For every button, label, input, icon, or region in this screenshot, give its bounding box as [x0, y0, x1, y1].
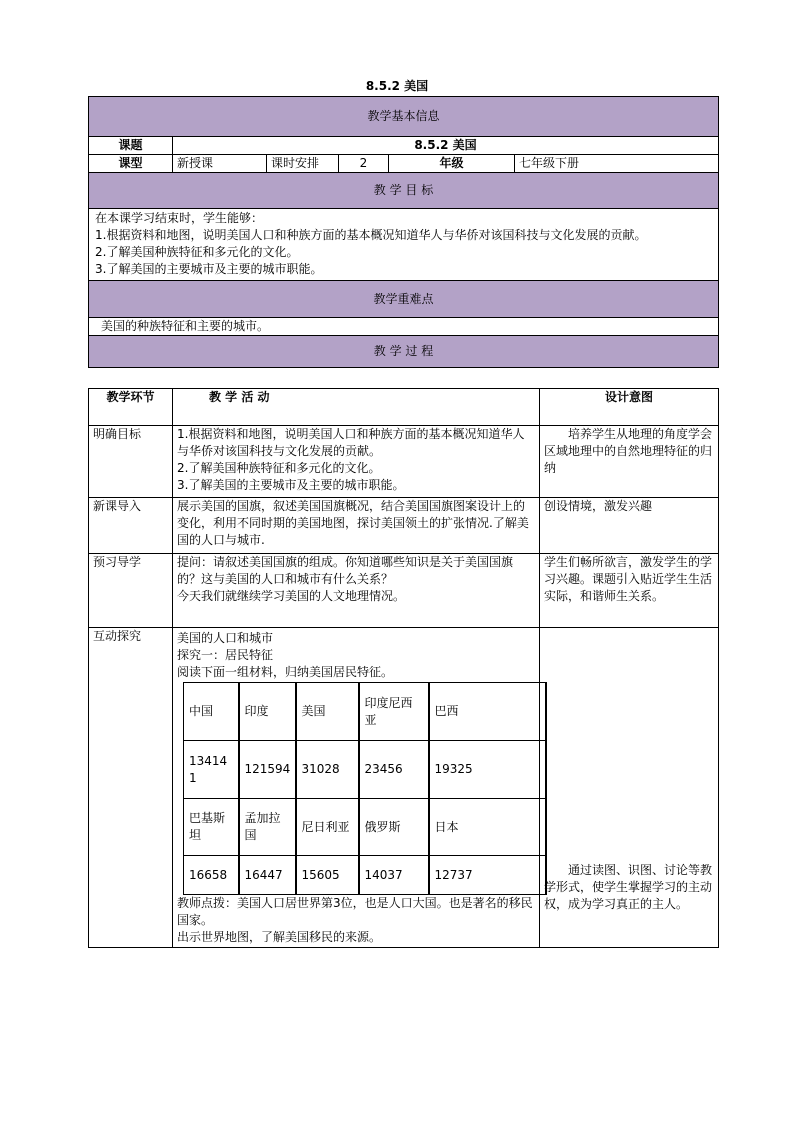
stage-intro: 新课导入	[89, 498, 173, 554]
schedule-label: 课时安排	[267, 155, 339, 173]
intent-goal: 培养学生从地理的角度学会区域地理中的自然地理特征的归纳	[540, 426, 719, 498]
stage-column-header: 教学环节	[89, 389, 173, 426]
process-header: 教 学 过 程	[89, 336, 719, 368]
intent-interactive: 通过读图、识图、讨论等教学形式，使学生掌握学习的主动权，成为学习真正的主人。	[540, 628, 719, 948]
document-title: 8.5.2 美国	[365, 79, 429, 93]
objective-3: 3.了解美国的主要城市及主要的城市职能。	[95, 262, 323, 276]
activity-preview	[173, 554, 540, 628]
stage-goal: 明确目标	[89, 426, 173, 498]
objectives-cell	[89, 209, 719, 281]
activity-goal-line-2: 2.了解美国种族特征和多元化的文化。	[177, 461, 381, 475]
key-points-header: 教学重难点	[89, 281, 719, 318]
activity-preview-line-2: 今天我们就继续学习美国的人文地理情况。	[177, 589, 406, 603]
activity-interactive	[173, 628, 540, 948]
country-cell: 日本	[429, 799, 546, 856]
activity-goal	[173, 426, 540, 498]
process-table	[88, 388, 719, 948]
schedule-value: 2	[339, 155, 389, 173]
objective-1: 1.根据资料和地图，说明美国人口和种族方面的基本概况知道华人与华侨对该国科技与文化发展的贡献。	[95, 228, 647, 242]
basic-info-header: 教学基本信息	[89, 97, 719, 137]
objective-2: 2.了解美国种族特征和多元化的文化。	[95, 245, 299, 259]
population-cell: 12737	[429, 856, 546, 895]
country-cell: 美国	[296, 683, 359, 741]
activity-goal-line-1: 1.根据资料和地图，说明美国人口和种族方面的基本概况知道华人与华侨对该国科技与文化发展的贡献。	[177, 427, 525, 458]
population-cell: 121594	[239, 741, 296, 799]
stage-preview: 预习导学	[89, 554, 173, 628]
topic-value: 8.5.2 美国	[173, 137, 719, 155]
interactive-line-1: 美国的人口和城市	[177, 631, 274, 645]
country-cell: 中国	[184, 683, 239, 741]
population-cell: 16447	[239, 856, 296, 895]
country-cell: 俄罗斯	[359, 799, 429, 856]
country-cell: 印度	[239, 683, 296, 741]
intent-preview: 学生们畅所欲言，激发学生的学习兴趣。课题引入贴近学生生活实际，和谐师生关系。	[540, 554, 719, 628]
population-cell: 31028	[296, 741, 359, 799]
country-cell: 尼日利亚	[296, 799, 359, 856]
activity-intro: 展示美国的国旗，叙述美国国旗概况，结合美国国旗图案设计上的变化，利用不同时期的美国地图，探讨美国领土的扩张情况.了解美国的人口与城市.	[173, 498, 540, 554]
activity-preview-line-1: 提问：请叙述美国国旗的组成。你知道哪些知识是关于美国国旗的？这与美国的人口和城市有什么关系？	[177, 555, 514, 586]
objectives-intro: 在本课学习结束时，学生能够：	[95, 211, 264, 225]
type-value: 新授课	[173, 155, 267, 173]
activity-column-header: 教 学 活 动	[173, 389, 540, 426]
topic-label: 课题	[89, 137, 173, 155]
intent-column-header: 设计意图	[540, 389, 719, 426]
population-cell: 16658	[184, 856, 239, 895]
country-cell: 孟加拉国	[239, 799, 296, 856]
country-cell: 巴西	[429, 683, 546, 741]
key-points-text: 美国的种族特征和主要的城市。	[89, 318, 719, 336]
teacher-note: 教师点拨：美国人口居世界第3位，也是人口大国。也是著名的移民国家。	[177, 896, 533, 927]
objectives-header: 教 学 目 标	[89, 173, 719, 209]
grade-label: 年级	[389, 155, 515, 173]
country-cell: 巴基斯坦	[184, 799, 239, 856]
lesson-plan-table	[88, 96, 719, 368]
stage-interactive: 互动探究	[89, 628, 173, 948]
population-cell: 14037	[359, 856, 429, 895]
map-note: 出示世界地图，了解美国移民的来源。	[177, 930, 382, 944]
interactive-line-3: 阅读下面一组材料，归纳美国居民特征。	[177, 665, 394, 679]
interactive-line-2: 探究一：居民特征	[177, 648, 274, 662]
population-cell: 23456	[359, 741, 429, 799]
grade-value: 七年级下册	[515, 155, 719, 173]
population-cell: 134141	[184, 741, 239, 799]
intent-intro: 创设情境，激发兴趣	[540, 498, 719, 554]
population-table	[183, 682, 547, 895]
activity-goal-line-3: 3.了解美国的主要城市及主要的城市职能。	[177, 478, 405, 492]
country-cell: 印度尼西亚	[359, 683, 429, 741]
population-cell: 19325	[429, 741, 546, 799]
type-label: 课型	[89, 155, 173, 173]
population-cell: 15605	[296, 856, 359, 895]
